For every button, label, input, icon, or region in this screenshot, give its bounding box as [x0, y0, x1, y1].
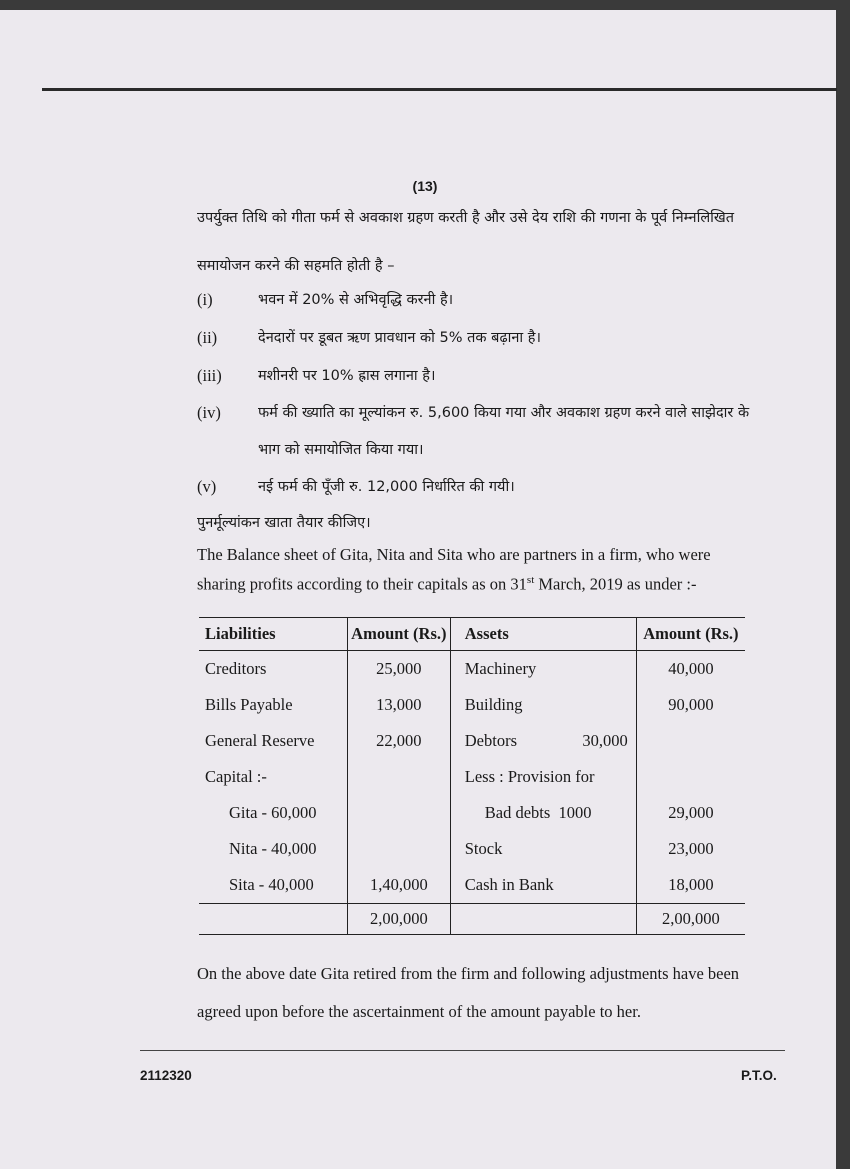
total-blank	[450, 904, 636, 935]
table-row	[199, 795, 745, 831]
liability-name	[199, 795, 347, 831]
partner-label: Sita -	[229, 875, 265, 894]
asset-amount: 18,000	[636, 867, 745, 904]
table-row	[199, 867, 745, 904]
liability-name: Bills Payable	[205, 695, 293, 714]
balance-sheet-table	[199, 617, 745, 935]
header-assets: Assets	[450, 618, 636, 651]
asset-name: Less : Provision for	[450, 759, 636, 795]
partner-capital: 40,000	[271, 839, 317, 858]
partner-label: Gita -	[229, 803, 268, 822]
header-amount: Amount (Rs.)	[636, 618, 745, 651]
adj-text: भवन में 20% से अभिवृद्धि करनी है।	[258, 292, 454, 308]
liability-amount: 22,000	[347, 723, 450, 759]
liability-amount: 25,000	[347, 651, 450, 688]
total-blank	[199, 904, 347, 935]
adj-num: (iv)	[197, 403, 221, 422]
asset-sub-amount: 30,000	[582, 731, 628, 750]
adj-text: नई फर्म की पूँजी रु. 12,000 निर्धारित की गयी।	[258, 479, 515, 495]
table-row	[199, 651, 745, 688]
asset-amount	[636, 759, 745, 795]
adj-num: (ii)	[197, 328, 218, 347]
total-assets: 2,00,000	[636, 904, 745, 935]
table-row	[199, 687, 745, 723]
adj-text: देनदारों पर डूबत ऋण प्रावधान को 5% तक बढ़ाना है।	[258, 330, 541, 346]
english-after-line1: On the above date Gita retired from the firm and following adjustments have been	[197, 964, 740, 983]
liability-amount	[347, 759, 450, 795]
liability-amount	[347, 831, 450, 867]
table-row	[199, 723, 745, 759]
liability-name: General Reserve	[205, 731, 315, 750]
asset-name	[450, 795, 636, 831]
footer-rule	[140, 1050, 785, 1051]
adj-num: (v)	[197, 477, 217, 496]
partner-capital: 60,000	[271, 803, 317, 822]
paper-code: 2112320	[140, 1068, 192, 1083]
asset-name: Stock	[450, 831, 636, 867]
asset-amount: 90,000	[636, 687, 745, 723]
liability-amount: 13,000	[347, 687, 450, 723]
english-intro-line1: The Balance sheet of Gita, Nita and Sita who are partners in a firm, who were	[197, 545, 711, 564]
asset-name: Machinery	[450, 651, 636, 688]
table-row	[199, 831, 745, 867]
header-amount: Amount (Rs.)	[347, 618, 450, 651]
adj-text-continued: भाग को समायोजित किया गया।	[258, 442, 424, 458]
table-header-row	[199, 618, 745, 651]
liability-name	[199, 867, 347, 904]
english-after-line2: agreed upon before the ascertainment of the amount payable to her.	[197, 1002, 641, 1021]
adj-text: मशीनरी पर 10% ह्रास लगाना है।	[258, 368, 436, 384]
pto-label: P.T.O.	[741, 1068, 777, 1083]
asset-name: Cash in Bank	[450, 867, 636, 904]
adj-num: (iii)	[197, 366, 222, 385]
asset-label: Debtors	[464, 731, 517, 750]
header-liabilities: Liabilities	[199, 618, 347, 651]
liability-name: Capital :-	[205, 767, 267, 786]
total-liabilities: 2,00,000	[347, 904, 450, 935]
english-intro-line2: sharing profits according to their capitals as on 31st March, 2019 as under :-	[197, 574, 697, 594]
adj-text: फर्म की ख्याति का मूल्यांकन रु. 5,600 किया गया और अवकाश ग्रहण करने वाले साझेदार के	[258, 405, 750, 421]
table-row	[199, 759, 745, 795]
partner-label: Nita -	[229, 839, 268, 858]
asset-amount	[636, 723, 745, 759]
partner-capital: 40,000	[268, 875, 314, 894]
top-rule	[42, 88, 837, 91]
hindi-instruction: पुनर्मूल्यांकन खाता तैयार कीजिए।	[197, 515, 371, 531]
hindi-intro-line2: समायोजन करने की सहमति होती है –	[197, 258, 395, 274]
table-total-row	[199, 904, 745, 935]
hindi-intro-line1: उपर्युक्त तिथि को गीता फर्म से अवकाश ग्रहण करती है और उसे देय राशि की गणना के पूर्व निम्नलिखित	[197, 210, 735, 226]
asset-name	[450, 723, 636, 759]
asset-amount: 40,000	[636, 651, 745, 688]
asset-sub-amount: 1000	[558, 803, 592, 822]
liability-amount: 1,40,000	[347, 867, 450, 904]
adj-num: (i)	[197, 290, 213, 309]
page-number: (13)	[412, 178, 438, 194]
liability-amount	[347, 795, 450, 831]
asset-label: Bad debts	[484, 803, 551, 822]
asset-amount: 23,000	[636, 831, 745, 867]
liability-name: Creditors	[205, 659, 267, 678]
asset-name: Building	[450, 687, 636, 723]
liability-name	[199, 831, 347, 867]
asset-amount: 29,000	[636, 795, 745, 831]
